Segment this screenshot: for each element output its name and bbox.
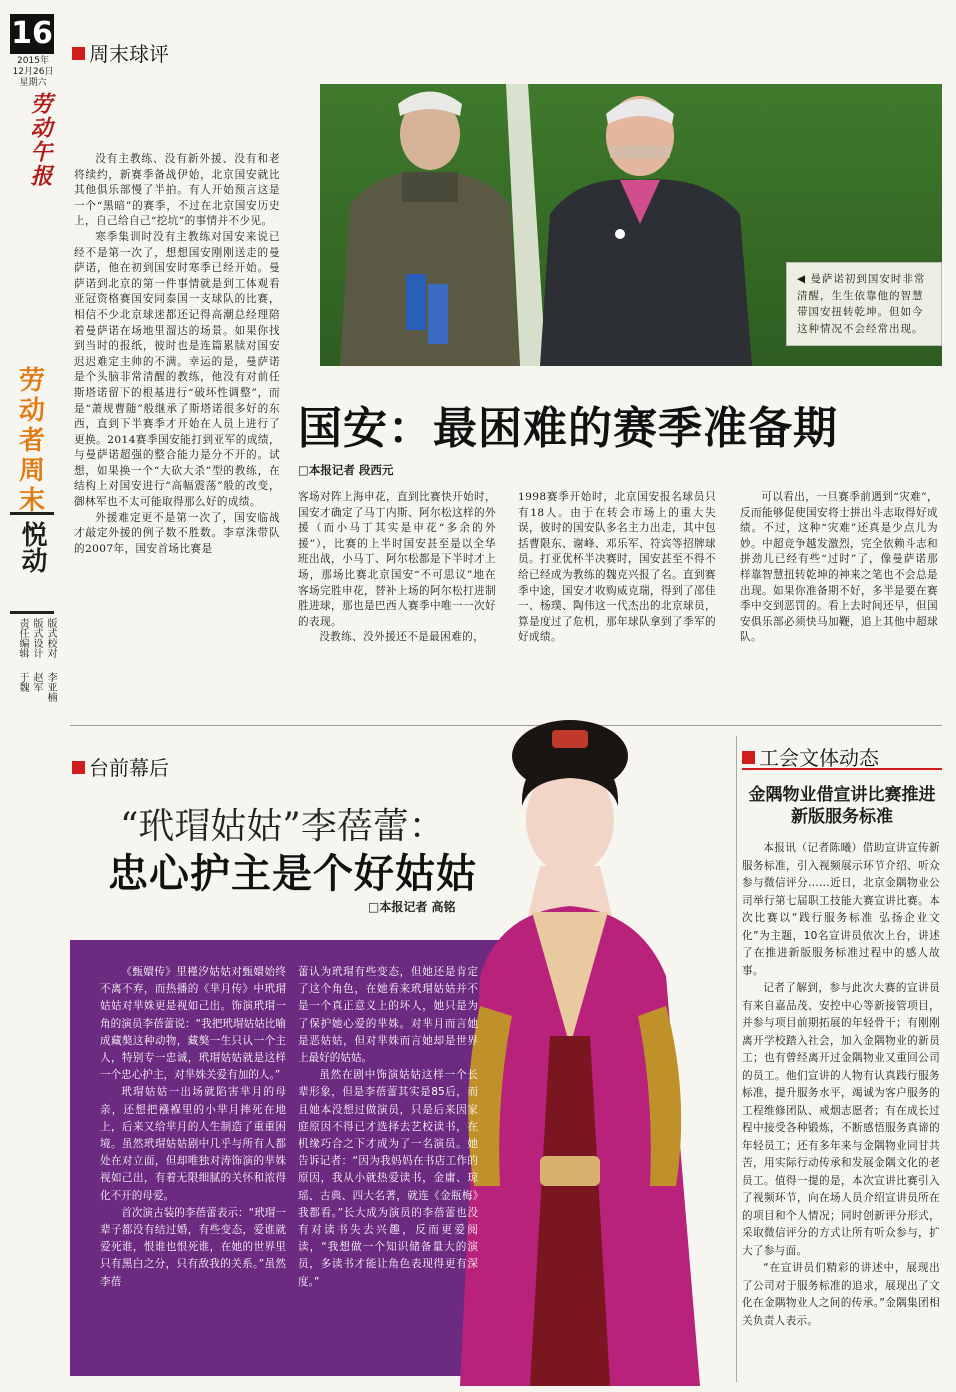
article-column-2 <box>298 490 496 646</box>
article-column-3 <box>518 490 716 646</box>
paragraph: 寒季集训时没有主教练对国安来说已经不是第一次了，想想国安刚刚送走的曼萨诺，他在初到国安时寒季已经开始。曼萨诺到北京的第一件事情就是到工体观看亚冠资格赛国安同泰国一支球队的比赛，相信不少北京球迷都还记得高潮总经理陪着曼萨诺在场地里溜达的场景。如果你找到当时的报纸，彼时也是连篇累牍对国安迟迟难定主帅的不满。幸运的是，曼萨诺是个头脑非常清醒的教练，他没有对前任斯塔诺留下的根基进行“破坏性调整”，而是“萧规曹随”般继承了斯塔诺很多好的东西，直到下半赛季才开始在人员上进行了更换。2014赛季国安能打到亚军的成绩，与曼萨诺超强的整合能力是分不开的。试想，如果换一个“大砍大杀”型的教练，在结构上对国安进行“高幅震荡”般的改变，御林军也不太可能取得那么好的成绩。 <box>74 230 280 509</box>
paragraph: 《甄嬛传》里槿汐姑姑对甄嬛始终不离不弃，而热播的《芈月传》中玳瑁姑姑对芈姝更是视如己出。饰演玳瑁一角的演员李蓓蕾说：“我把玳瑁姑姑比喻成藏獒这种动物，藏獒一生只认一个主人，特别专一忠诚，玳瑁姑姑就是这样一个忠心护主，对芈姝关爱有加的人。” <box>100 966 286 1082</box>
section-label-backstage: 台前幕后 <box>72 752 169 781</box>
newspaper-logo: 劳动午报 <box>27 92 53 188</box>
issue-year: 2015年 <box>17 56 49 66</box>
supplement-sub-text: 悦动 <box>17 521 47 573</box>
actress-portrait <box>440 716 736 1386</box>
credit-role: 版式设计 <box>31 618 42 658</box>
paragraph: 没教练、没外援还不是最困难的， <box>319 631 485 644</box>
feature-title-line2: 忠心护主是个好姑姑 <box>108 851 477 897</box>
paragraph: 本报讯（记者陈曦）借助宣讲宣传新服务标准，引入视频展示环节介绍、听众参与微信评分……近日，北京金隅物业公司举行第七届职工技能大赛宣讲比赛。本次比赛以“践行服务标准 弘扬企业文化”为主题，10名宣讲员依次上台，讲述了在推进新版服务标准过程中的感人故事。 <box>742 842 940 977</box>
paragraph: 客场对阵上海申花，直到比赛快开始时，国安才确定了马丁内斯、阿尔松这样的外援（而小马丁其实是申花“多余的外援”），比赛的上半时国安甚至是以全华班出战，小马丁、阿尔松都是下半时才上场，那场比赛北京国安“不可思议”地在客场完胜申花，替补上场的阿尔松打进制胜进球，那也是巴西人赛季中唯一一次好的表现。 <box>298 491 496 628</box>
paragraph: 1998赛季开始时，北京国安报名球员只有18人。由于在转会市场上的重大失误，彼时的国安队多名主力出走，其中包括曹限东、谢峰、邓乐军、符宾等招牌球员。打亚优杯半决赛时，国安甚至不得不给已经成为教练的魏克兴报了名。直到赛季中途，国安才收购威克瑞，得到了邵佳一、杨璞、陶伟这一代杰出的北京球员，算是度过了危机，那年球队拿到了季军的好成绩。 <box>518 491 716 644</box>
credit-person: 赵军 <box>31 672 42 692</box>
byline: □本报记者 高铭 <box>368 900 456 914</box>
issue-date: 12月26日 <box>12 67 54 77</box>
paragraph: “在宣讲员们精彩的讲述中，展现出了公司对于服务标准的追求，展现出了文化在金隅物业人之间的传承。”金隅集团相关负责人表示。 <box>742 1262 940 1327</box>
photo-caption: ◀ 曼萨诺初到国安时非常清醒，生生依靠他的智慧带国安扭转乾坤。但如今这种情况不会经常出现。 <box>786 262 942 346</box>
feature-title-line1: “玳瑁姑姑”李蓓蕾： <box>120 806 445 847</box>
issue-weekday: 星期六 <box>19 78 47 88</box>
feature-column-2 <box>298 964 478 1291</box>
paragraph: 首次演古装的李蓓蕾表示：“玳瑁一辈子都没有结过婚，有些变态，爱谁就爱死谁，恨谁也恨死谁，在她的世界里只有黑白之分，只有敌我的关系。”虽然李蓓 <box>100 1206 286 1288</box>
paragraph: 蕾认为玳瑁有些变态，但她还是肯定了这个角色，在她看来玳瑁姑姑并不是一个真正意义上的坏人，她只是为了保护她心爱的芈姝。对芈月而言她是恶姑姑，但对芈姝而言她却是世界上最好的姑姑。 <box>298 966 478 1065</box>
article-column-1 <box>74 152 280 557</box>
headline: 国安：最困难的赛季准备期 <box>298 403 838 454</box>
column-divider <box>736 736 737 1382</box>
paragraph: 记者了解到，参与此次大赛的宣讲员有来自嘉品茂、安控中心等新接管项目，并参与项目前期拓展的年轻骨干；有刚刚离开学校踏入社会，加入金隅物业的新员工；也有曾经离开过金隅物业又重回公司的员工。他们宣讲的人物有认真践行服务标准，提升服务水平，竭诚为客户服务的工程维修团队、戒烟志愿者；有在成长过程中接受各种锻炼，不断感悟服务真谛的年轻员工；还有多年来与金隅物业同甘共苦，用实际行动传承和发展金隅文化的老员工。值得一提的是，本次宣讲比赛引入了视频环节，向在场人员介绍宣讲员所在的项目和个人情况；同时创新评分形式，采取微信评分的方式让所有听众参与，扩大了参与面。 <box>742 982 940 1257</box>
page-number: 16 <box>10 14 54 54</box>
paragraph: 玳瑁姑姑一出场就陷害芈月的母亲，还想把襁褓里的小芈月摔死在地上，后来又给芈月的人生制造了重重困境。虽然玳瑁姑姑剧中几乎与所有人都处在对立面，但却唯独对涛饰演的芈姝视如己出，有着无限细腻的关怀和浓得化不开的母爱。 <box>100 1086 286 1202</box>
section-label-union: 工会文体动态 <box>742 742 942 770</box>
section-label-football: 周末球评 <box>72 38 169 67</box>
news-body <box>742 840 940 1330</box>
paragraph: 外援难定更不是第一次了，国安临战才敲定外援的例子数不胜数。李章洙带队的2007年，国安首场比赛是 <box>74 511 280 555</box>
article-column-4 <box>740 490 938 646</box>
supplement-sub <box>10 512 54 614</box>
red-square-icon <box>72 47 85 60</box>
paragraph: 可以看出，一旦赛季前遇到“灾难”，反而能够促使国安将士拼出斗志取得好成绩。不过，这种“灾难”还真是少点儿为妙。中超竞争越发激烈，完全依赖斗志和拼劲儿已经有些“过时”了，像曼萨诺那样靠智慧扭转乾坤的神来之笔也不会总是出现。如果你准备期不好，多半是要在赛季中交到恶罚的。看上去时间还早，但国安俱乐部必须快马加鞭，追上其他中超球队。 <box>740 491 938 644</box>
paragraph: 没有主教练、没有新外援、没有和老将续约，新赛季备战伊始，北京国安就比其他俱乐部慢了半拍。有人开始预言这是一个“黑暗”的赛季，不过在北京国安历史上，自己给自己“挖坑”的事情并不少见。 <box>74 153 280 228</box>
red-square-icon <box>742 751 755 764</box>
credit-person: 于魏 <box>17 672 28 692</box>
supplement-name: 劳动者周末 <box>18 366 45 516</box>
credit-role: 版式校对 <box>45 618 56 658</box>
news-title: 金隅物业借宣讲比赛推进新版服务标准 <box>748 785 936 827</box>
credit-person: 李亚楠 <box>45 672 56 702</box>
paragraph: 虽然在剧中饰演姑姑这样一个长辈形象，但是李蓓蕾其实是85后，而且她本没想过做演员，只是后来因家庭原因不得已才选择去艺校读书，在机缘巧合之下才成为了一名演员。她告诉记者：“因为我妈妈在书店工作的原因，我从小就热爱读书，金庸、琼瑶、古典、四大名著，就连《金瓶梅》我都看。”长大成为演员的李蓓蕾也没有对读书失去兴趣，反而更爱阅读，“我想做一个知识储备量大的演员，多读书才能让角色表现得更有深度。” <box>298 1069 478 1288</box>
byline: □本报记者 段西元 <box>298 463 394 477</box>
red-square-icon <box>72 761 85 774</box>
feature-column-1 <box>100 964 286 1291</box>
credit-role: 责任编辑 <box>17 618 28 658</box>
